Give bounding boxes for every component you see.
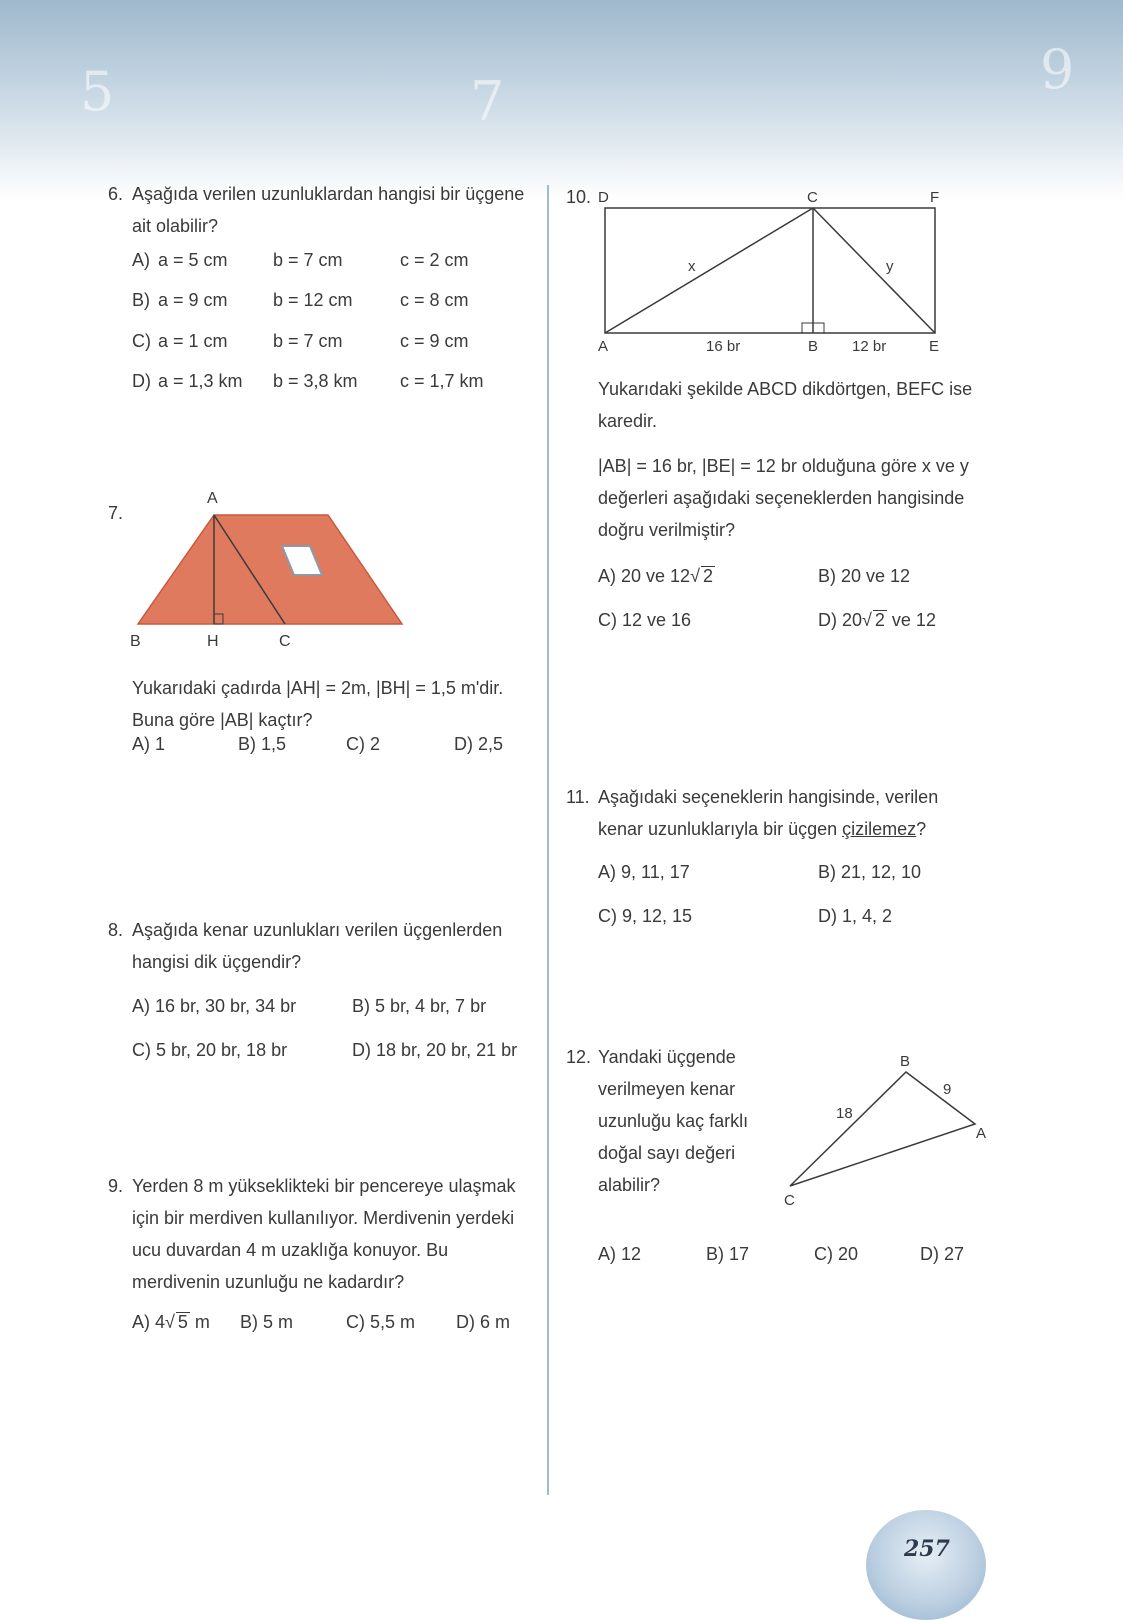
label-a: A — [598, 338, 609, 355]
question-text: Aşağıdaki seçeneklerin hangisinde, verilen kenar uzunluklarıyla bir üçgen çizilemez? — [598, 787, 939, 839]
q8-option-b[interactable]: B) 5 br, 4 br, 7 br — [352, 996, 487, 1016]
q7-option-b[interactable]: B) 1,5 — [238, 734, 287, 754]
question-6 — [108, 178, 528, 242]
label-x: x — [688, 258, 696, 275]
question-number: 9. — [108, 1176, 124, 1196]
label-ab-length: 16 br — [706, 338, 741, 355]
q12-option-b[interactable]: B) 17 — [706, 1244, 750, 1264]
label-b: B — [900, 1053, 911, 1070]
label-d: D — [598, 189, 609, 206]
question-12 — [566, 1041, 766, 1201]
q10-option-a[interactable]: A) 20 ve 12√ 2 — [598, 566, 715, 587]
q11-option-a[interactable]: A) 9, 11, 17 — [598, 862, 690, 882]
segment-x — [605, 208, 813, 333]
right-angle-mark — [802, 323, 813, 333]
triangle-figure — [780, 1050, 1000, 1210]
question-7-number: 7. — [108, 503, 124, 523]
label-c: C — [784, 1192, 795, 1209]
q12-option-a[interactable]: A) 12 — [598, 1244, 642, 1264]
label-bc-length: 18 — [836, 1105, 853, 1122]
question-9 — [108, 1170, 528, 1298]
q8-option-a[interactable]: A) 16 br, 30 br, 34 br — [132, 996, 297, 1016]
decor-digit: 7 — [470, 70, 505, 133]
question-8 — [108, 914, 528, 978]
tent-shape — [138, 515, 402, 624]
label-e: E — [929, 338, 940, 355]
right-angle-mark — [813, 323, 824, 333]
label-h: H — [207, 633, 219, 648]
question-number: 6. — [108, 184, 124, 204]
decor-digit: 9 — [1040, 38, 1075, 101]
question-10-text-2: |AB| = 16 br, |BE| = 12 br olduğuna göre x ve y değerleri aşağıdaki seçeneklerden hangisinde doğru verilmiştir? — [598, 456, 969, 540]
question-10-text-1: Yukarıdaki şekilde ABCD dikdörtgen, BEFC ise karedir. — [598, 379, 973, 431]
q8-option-d[interactable]: D) 18 br, 20 br, 21 br — [352, 1040, 518, 1060]
label-be-length: 12 br — [852, 338, 887, 355]
label-c: C — [279, 633, 291, 648]
question-number: 8. — [108, 920, 124, 940]
q11-option-c[interactable]: C) 9, 12, 15 — [598, 906, 693, 926]
segment-y — [813, 208, 935, 333]
q9-option-b[interactable]: B) 5 m — [240, 1312, 294, 1332]
column-divider — [547, 185, 549, 1495]
q7-option-c[interactable]: C) 2 — [346, 734, 381, 754]
label-ba-length: 9 — [943, 1081, 952, 1098]
page-number: 257 — [904, 1536, 950, 1562]
question-number: 12. — [566, 1047, 592, 1067]
q10-option-d[interactable]: D) 20√ 2 ve 12 — [818, 610, 936, 631]
question-text: Aşağıda kenar uzunlukları verilen üçgenlerden hangisi dik üçgendir? — [132, 920, 503, 972]
question-number: 11. — [566, 787, 590, 807]
label-a: A — [976, 1125, 987, 1142]
q12-option-c[interactable]: C) 20 — [814, 1244, 859, 1264]
q11-option-d[interactable]: D) 1, 4, 2 — [818, 906, 893, 926]
question-11 — [566, 781, 986, 845]
q11-option-b[interactable]: B) 21, 12, 10 — [818, 862, 922, 882]
q7-option-d[interactable]: D) 2,5 — [454, 734, 504, 754]
question-text: Yandaki üçgende verilmeyen kenar uzunluğu kaç farklı doğal sayı değeri alabilir? — [598, 1047, 749, 1195]
q10-option-b[interactable]: B) 20 ve 12 — [818, 566, 911, 586]
question-7-text: Yukarıdaki çadırda |AH| = 2m, |BH| = 1,5 m'dir. Buna göre |AB| kaçtır? — [132, 678, 504, 730]
q9-option-d[interactable]: D) 6 m — [456, 1312, 510, 1332]
q7-option-a[interactable]: A) 1 — [132, 734, 166, 754]
label-c: C — [807, 189, 818, 206]
q9-option-c[interactable]: C) 5,5 m — [346, 1312, 416, 1332]
label-b: B — [130, 633, 141, 648]
question-text: Aşağıda verilen uzunluklardan hangisi bir üçgene ait olabilir? — [132, 184, 525, 236]
page-number-badge — [866, 1510, 986, 1620]
q8-option-c[interactable]: C) 5 br, 20 br, 18 br — [132, 1040, 288, 1060]
label-f: F — [930, 189, 940, 206]
q10-option-c[interactable]: C) 12 ve 16 — [598, 610, 692, 630]
q9-option-a[interactable]: A) 4√ 5 m — [132, 1312, 210, 1333]
question-text: Yerden 8 m yükseklikteki bir pencereye ulaşmak için bir merdiven kullanılıyor. Merdivenin yerdeki ucu duvardan 4 m uzaklığa konuyor. Bu merdivenin uzunluğu ne kadardır? — [132, 1176, 516, 1292]
label-a: A — [207, 490, 218, 507]
q12-option-d[interactable]: D) 27 — [920, 1244, 965, 1264]
label-b: B — [808, 338, 819, 355]
decor-digit: 5 — [80, 60, 115, 123]
rectangle-figure — [590, 182, 950, 362]
question-10-number: 10. — [566, 187, 592, 207]
header-band — [0, 0, 1123, 200]
label-y: y — [886, 258, 894, 275]
tent-figure — [130, 488, 420, 648]
